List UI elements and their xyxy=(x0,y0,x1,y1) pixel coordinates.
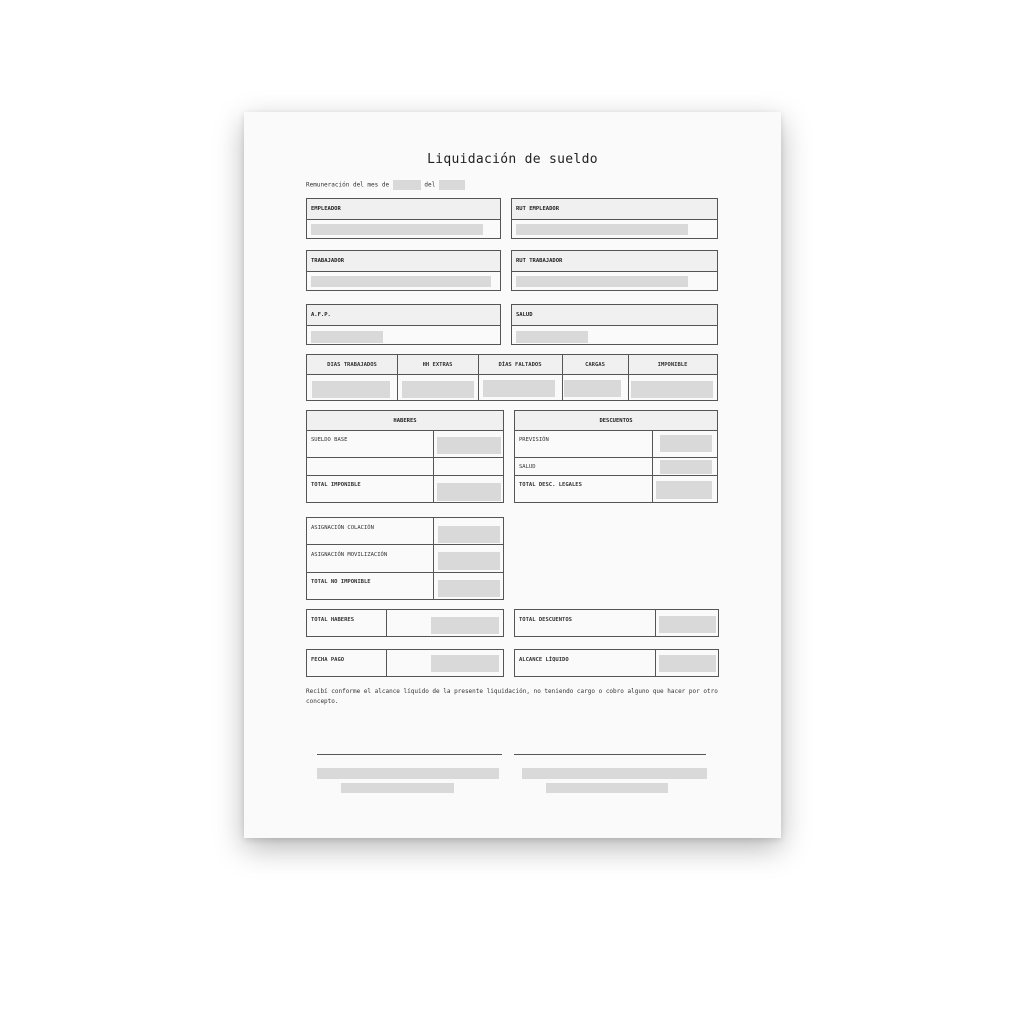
empleador-label: EMPLEADOR xyxy=(307,199,500,220)
redacted-signer-left-name xyxy=(317,768,499,779)
redacted-prevision xyxy=(660,435,712,452)
stats-table xyxy=(306,354,718,401)
no-imponible-row-colacion: ASIGNACIÓN COLACIÓN xyxy=(311,525,374,531)
redacted-total-imponible xyxy=(437,483,501,501)
signature-line-right xyxy=(514,754,706,755)
haberes-header: HABERES xyxy=(307,411,503,431)
redacted-signer-left-id xyxy=(341,783,454,793)
salud-field xyxy=(511,304,718,345)
descuentos-table xyxy=(514,410,718,503)
redacted-cargas xyxy=(564,380,621,397)
no-imponible-row-movilizacion: ASIGNACIÓN MOVILIZACIÓN xyxy=(311,552,388,558)
redacted-month xyxy=(393,180,421,190)
redacted-signer-right-id xyxy=(546,783,668,793)
redacted-alcance-liquido xyxy=(659,655,716,672)
empleador-field xyxy=(306,198,501,239)
total-descuentos-field xyxy=(514,609,719,637)
afp-label: A.F.P. xyxy=(307,305,500,326)
rut-empleador-field xyxy=(511,198,718,239)
redacted-trabajador xyxy=(311,276,491,287)
redacted-salud xyxy=(516,331,588,343)
afp-field xyxy=(306,304,501,345)
stats-header-imponible: IMPONIBLE xyxy=(657,362,688,368)
redacted-signer-right-name xyxy=(522,768,707,779)
descuentos-row-prevision: PREVISIÓN xyxy=(519,437,549,443)
rut-empleador-label: RUT EMPLEADOR xyxy=(512,199,717,220)
redacted-total-no-imponible xyxy=(438,580,500,597)
period-line xyxy=(306,180,465,190)
redacted-fecha-pago xyxy=(431,655,499,672)
trabajador-label: TRABAJADOR xyxy=(307,251,500,272)
fecha-pago-label: FECHA PAGO xyxy=(311,657,345,663)
period-mid: del xyxy=(424,181,436,189)
trabajador-field xyxy=(306,250,501,291)
redacted-colacion xyxy=(438,526,500,543)
fecha-pago-field xyxy=(306,649,504,677)
redacted-rut-empleador xyxy=(516,224,688,235)
redacted-afp xyxy=(311,331,383,343)
redacted-salud-descuento xyxy=(660,460,712,474)
descuentos-row-total-desc-legales: TOTAL DESC. LEGALES xyxy=(519,482,582,488)
total-haberes-label: TOTAL HABERES xyxy=(311,617,355,623)
redacted-total-haberes xyxy=(431,617,499,634)
stats-header-cargas: CARGAS xyxy=(585,362,605,368)
salud-label: SALUD xyxy=(512,305,717,326)
alcance-liquido-label: ALCANCE LÍQUIDO xyxy=(519,657,569,663)
page-title: Liquidación de sueldo xyxy=(427,152,598,167)
haberes-row-total-imponible: TOTAL IMPONIBLE xyxy=(311,482,361,488)
haberes-table xyxy=(306,410,504,503)
redacted-dias-faltados xyxy=(483,380,555,397)
declaration-text: Recibí conforme el alcance líquido de la presente liquidación, no teniendo cargo o cobro alguno que hacer por otro concepto. xyxy=(306,688,718,705)
haberes-row-sueldo-base: SUELDO BASE xyxy=(311,437,348,443)
redacted-dias-trabajados xyxy=(312,381,390,398)
haberes-row-empty xyxy=(307,458,433,475)
redacted-hh-extras xyxy=(402,381,474,398)
redacted-rut-trabajador xyxy=(516,276,688,287)
period-prefix: Remuneración del mes de xyxy=(306,181,390,189)
redacted-empleador xyxy=(311,224,483,235)
redacted-year xyxy=(439,180,465,190)
redacted-movilizacion xyxy=(438,552,500,570)
no-imponible-table xyxy=(306,517,504,600)
redacted-imponible xyxy=(631,381,713,398)
total-descuentos-label: TOTAL DESCUENTOS xyxy=(519,617,572,623)
stats-header-hh-extras: HH EXTRAS xyxy=(422,362,453,368)
no-imponible-row-total: TOTAL NO IMPONIBLE xyxy=(311,579,371,585)
signature-line-left xyxy=(317,754,502,755)
descuentos-header: DESCUENTOS xyxy=(515,411,717,431)
total-haberes-field xyxy=(306,609,504,637)
stats-header-dias-trabajados: DIAS TRABAJADOS xyxy=(327,362,377,368)
rut-trabajador-field xyxy=(511,250,718,291)
redacted-total-descuentos xyxy=(659,616,716,633)
payslip-page xyxy=(244,112,781,838)
stats-header-dias-faltados: DÍAS FALTADOS xyxy=(498,362,542,368)
descuentos-row-salud: SALUD xyxy=(519,463,536,470)
redacted-total-desc-legales xyxy=(656,481,712,499)
rut-trabajador-label: RUT TRABAJADOR xyxy=(512,251,717,272)
alcance-liquido-field xyxy=(514,649,719,677)
redacted-sueldo-base xyxy=(437,437,501,454)
